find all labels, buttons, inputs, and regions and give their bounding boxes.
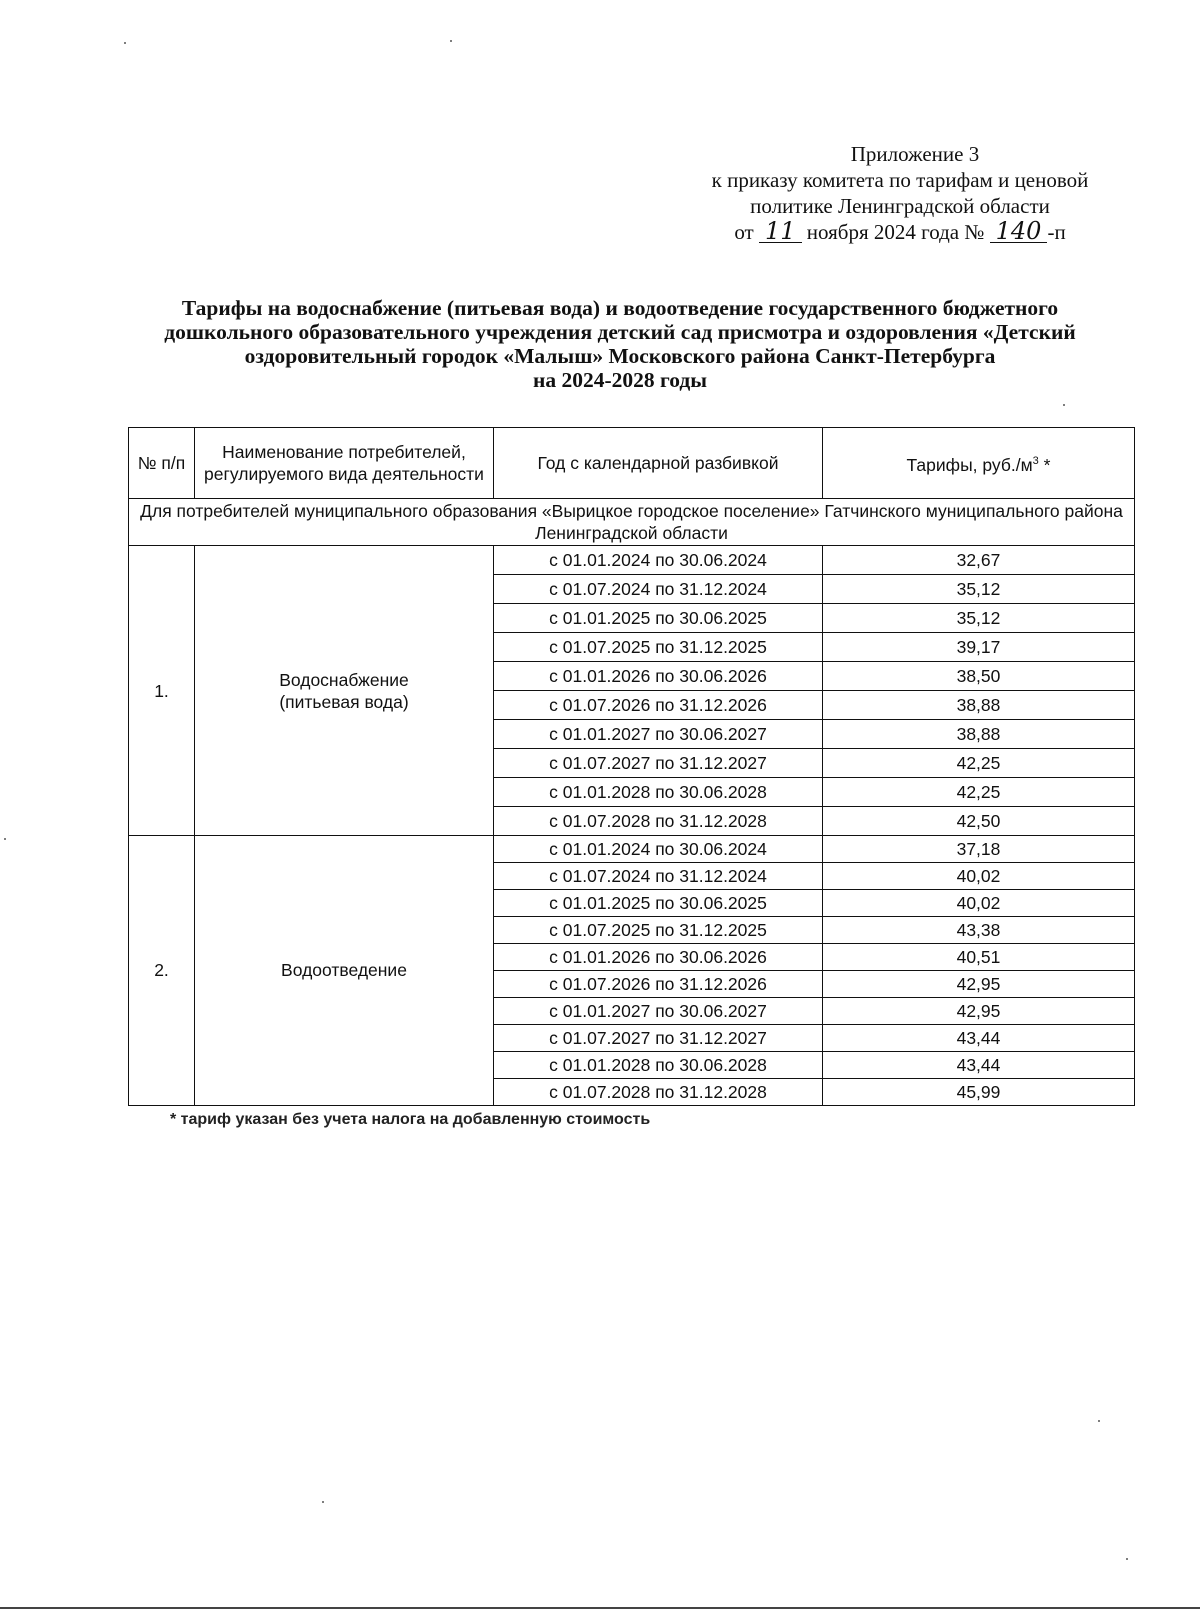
scan-edge <box>0 1607 1200 1609</box>
period-cell: с 01.07.2024 по 31.12.2024 <box>494 863 823 890</box>
period-cell: с 01.01.2027 по 30.06.2027 <box>494 720 823 749</box>
tariff-cell: 42,95 <box>823 998 1135 1025</box>
table-row <box>129 836 1135 863</box>
committee-name: политике Ленинградской области <box>750 194 1050 218</box>
tariff-cell: 38,88 <box>823 720 1135 749</box>
period-cell: с 01.01.2024 по 30.06.2024 <box>494 546 823 575</box>
tariff-cell: 40,02 <box>823 863 1135 890</box>
scan-speck <box>322 1501 324 1503</box>
title-line-2: дошкольного образовательного учреждения детский сад присмотра и оздоровления «Детский <box>164 320 1076 344</box>
table-row <box>129 546 1135 575</box>
order-day-handwritten: 11 <box>759 220 802 243</box>
period-cell: с 01.07.2026 по 31.12.2026 <box>494 971 823 998</box>
tariff-cell: 40,02 <box>823 890 1135 917</box>
tariff-cell: 45,99 <box>823 1079 1135 1106</box>
period-cell: с 01.07.2027 по 31.12.2027 <box>494 749 823 778</box>
tariff-cell: 42,50 <box>823 807 1135 836</box>
period-cell: с 01.01.2028 по 30.06.2028 <box>494 1052 823 1079</box>
tariff-cell: 42,25 <box>823 749 1135 778</box>
section-number: 2. <box>129 836 195 1106</box>
header-num: № п/п <box>129 428 195 499</box>
scan-speck <box>1126 1558 1128 1560</box>
date-middle: ноября 2024 года № <box>806 220 985 244</box>
scan-speck <box>124 42 126 44</box>
period-cell: с 01.07.2028 по 31.12.2028 <box>494 807 823 836</box>
tariff-cell: 37,18 <box>823 836 1135 863</box>
title-line-3: оздоровительный городок «Малыш» Московского района Санкт-Петербурга <box>244 344 996 368</box>
header-tariff: Тарифы, $руб./м^3$ * <box>823 428 1135 499</box>
group-label: Для потребителей муниципального образования «Вырицкое городское поселение» Гатчинского муниципального района Ленинградской области <box>129 499 1135 546</box>
group-row <box>129 499 1135 546</box>
scan-speck <box>1098 1420 1100 1422</box>
appendix-number: Приложение 3 <box>850 142 980 166</box>
scan-speck <box>1063 404 1065 406</box>
scan-speck <box>4 838 6 840</box>
footnote: * тариф указан без учета налога на добавленную стоимость <box>170 1111 651 1128</box>
period-cell: с 01.07.2027 по 31.12.2027 <box>494 1025 823 1052</box>
period-cell: с 01.07.2025 по 31.12.2025 <box>494 633 823 662</box>
period-cell: с 01.07.2026 по 31.12.2026 <box>494 691 823 720</box>
section-number: 1. <box>129 546 195 836</box>
scan-speck <box>450 40 452 42</box>
period-cell: с 01.01.2026 по 30.06.2026 <box>494 944 823 971</box>
period-cell: с 01.01.2026 по 30.06.2026 <box>494 662 823 691</box>
tariff-cell: 35,12 <box>823 575 1135 604</box>
tariff-cell: 43,38 <box>823 917 1135 944</box>
header-consumer-name: Наименование потребителей, регулируемого вида деятельности <box>195 428 494 499</box>
tariff-cell: 43,44 <box>823 1052 1135 1079</box>
tariff-cell: 38,88 <box>823 691 1135 720</box>
appendix-header <box>660 141 1140 245</box>
tariff-cell: 42,95 <box>823 971 1135 998</box>
order-number-suffix: -п <box>1047 220 1066 244</box>
title-line-4: на 2024-2028 годы <box>532 368 708 392</box>
order-reference: к приказу комитета по тарифам и ценовой <box>711 168 1089 192</box>
period-cell: с 01.01.2025 по 30.06.2025 <box>494 604 823 633</box>
section-name: Водоотведение <box>195 836 494 1106</box>
tariff-cell: 32,67 <box>823 546 1135 575</box>
period-cell: с 01.01.2024 по 30.06.2024 <box>494 836 823 863</box>
tariff-table <box>128 427 1135 1106</box>
tariff-cell: 35,12 <box>823 604 1135 633</box>
order-number-handwritten: 140 <box>990 220 1048 243</box>
period-cell: с 01.07.2024 по 31.12.2024 <box>494 575 823 604</box>
header-period: Год с календарной разбивкой <box>494 428 823 499</box>
section-name: Водоснабжение (питьевая вода) <box>195 546 494 836</box>
tariff-cell: 43,44 <box>823 1025 1135 1052</box>
table-header-row <box>129 428 1135 499</box>
period-cell: с 01.01.2028 по 30.06.2028 <box>494 778 823 807</box>
document-title <box>100 296 1140 392</box>
tariff-cell: 42,25 <box>823 778 1135 807</box>
tariff-cell: 38,50 <box>823 662 1135 691</box>
period-cell: с 01.07.2025 по 31.12.2025 <box>494 917 823 944</box>
date-prefix: от <box>734 220 754 244</box>
order-date-line <box>660 219 1140 245</box>
period-cell: с 01.01.2025 по 30.06.2025 <box>494 890 823 917</box>
tariff-cell: 40,51 <box>823 944 1135 971</box>
period-cell: с 01.01.2027 по 30.06.2027 <box>494 998 823 1025</box>
title-line-1: Тарифы на водоснабжение (питьевая вода) и водоотведение государственного бюджетного <box>181 296 1059 320</box>
tariff-cell: 39,17 <box>823 633 1135 662</box>
period-cell: с 01.07.2028 по 31.12.2028 <box>494 1079 823 1106</box>
